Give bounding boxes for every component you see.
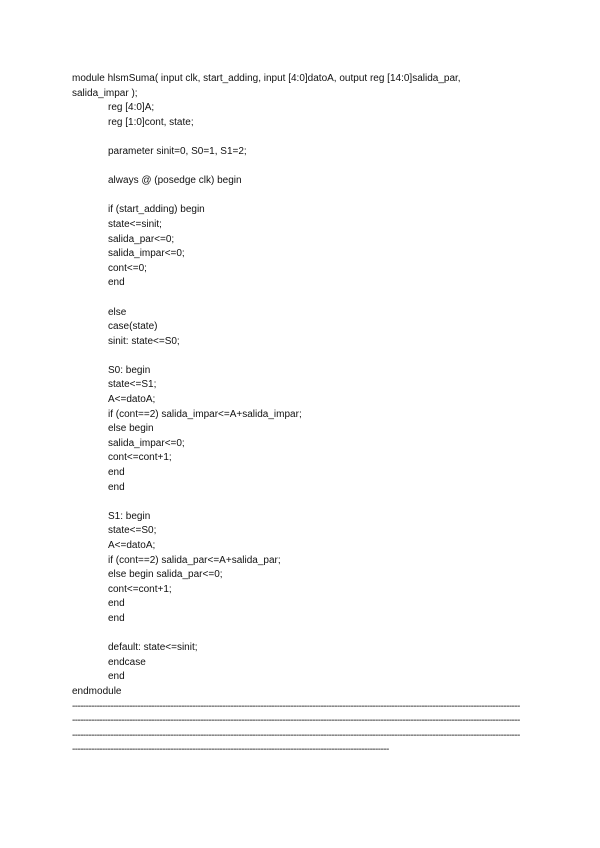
code-document xyxy=(72,72,532,758)
code-line: S0: begin xyxy=(108,364,151,376)
code-line: end xyxy=(108,481,125,493)
code-line: else begin xyxy=(108,423,154,435)
code-line: cont<=cont+1; xyxy=(108,452,172,464)
dashed-rule: -------------------------------------------------------------------------------------------------------------------------------------------------------------------- xyxy=(72,715,520,727)
code-line: else begin salida_par<=0; xyxy=(108,569,223,581)
code-line: salida_par<=0; xyxy=(108,233,175,245)
blank-line xyxy=(72,349,532,364)
blank-line xyxy=(72,627,532,642)
code-line: cont<=cont+1; xyxy=(108,583,172,595)
code-line: always @ (posedge clk) begin xyxy=(108,175,242,187)
code-line: end xyxy=(108,277,125,289)
blank-line xyxy=(72,189,532,204)
code-line: end xyxy=(108,467,125,479)
code-line: cont<=0; xyxy=(108,262,147,274)
code-line: reg [1:0]cont, state; xyxy=(108,116,194,128)
code-line: sinit: state<=S0; xyxy=(108,335,180,347)
code-line: end xyxy=(108,612,125,624)
blank-line xyxy=(72,495,532,510)
code-line: default: state<=sinit; xyxy=(108,642,198,654)
blank-line xyxy=(72,130,532,145)
code-line: S1: begin xyxy=(108,510,151,522)
blank-line xyxy=(72,291,532,306)
code-line: parameter sinit=0, S0=1, S1=2; xyxy=(108,145,247,157)
dashed-rule: -------------------------------------------------------------------------------------------------------------------------------------------------------------------- xyxy=(72,700,520,712)
code-line: else xyxy=(108,306,127,318)
code-line: state<=sinit; xyxy=(108,218,162,230)
code-line: if (cont==2) salida_par<=A+salida_par; xyxy=(108,554,281,566)
code-line: if (cont==2) salida_impar<=A+salida_impar; xyxy=(108,408,302,420)
code-line: if (start_adding) begin xyxy=(108,204,205,216)
dashed-rule: -------------------------------------------------------------------------------------------------------------------- xyxy=(72,744,389,756)
module-header-line-2: salida_impar ); xyxy=(72,87,138,99)
code-line: case(state) xyxy=(108,321,158,333)
code-line: A<=datoA; xyxy=(108,394,156,406)
code-line: state<=S1; xyxy=(108,379,157,391)
module-footer-line: endmodule xyxy=(72,685,122,697)
blank-line xyxy=(72,160,532,175)
module-header-line-1: module hlsmSuma( input clk, start_adding, input [4:0]datoA, output reg [14:0]salida_par, xyxy=(72,73,461,84)
code-line: endcase xyxy=(108,656,146,668)
code-line: reg [4:0]A; xyxy=(108,102,155,114)
code-line: end xyxy=(108,598,125,610)
code-line: salida_impar<=0; xyxy=(108,437,185,449)
dashed-rule: -------------------------------------------------------------------------------------------------------------------------------------------------------------------- xyxy=(72,729,520,741)
code-line: state<=S0; xyxy=(108,525,157,537)
code-line: salida_impar<=0; xyxy=(108,248,185,260)
code-line: end xyxy=(108,671,125,683)
code-line: A<=datoA; xyxy=(108,540,156,551)
